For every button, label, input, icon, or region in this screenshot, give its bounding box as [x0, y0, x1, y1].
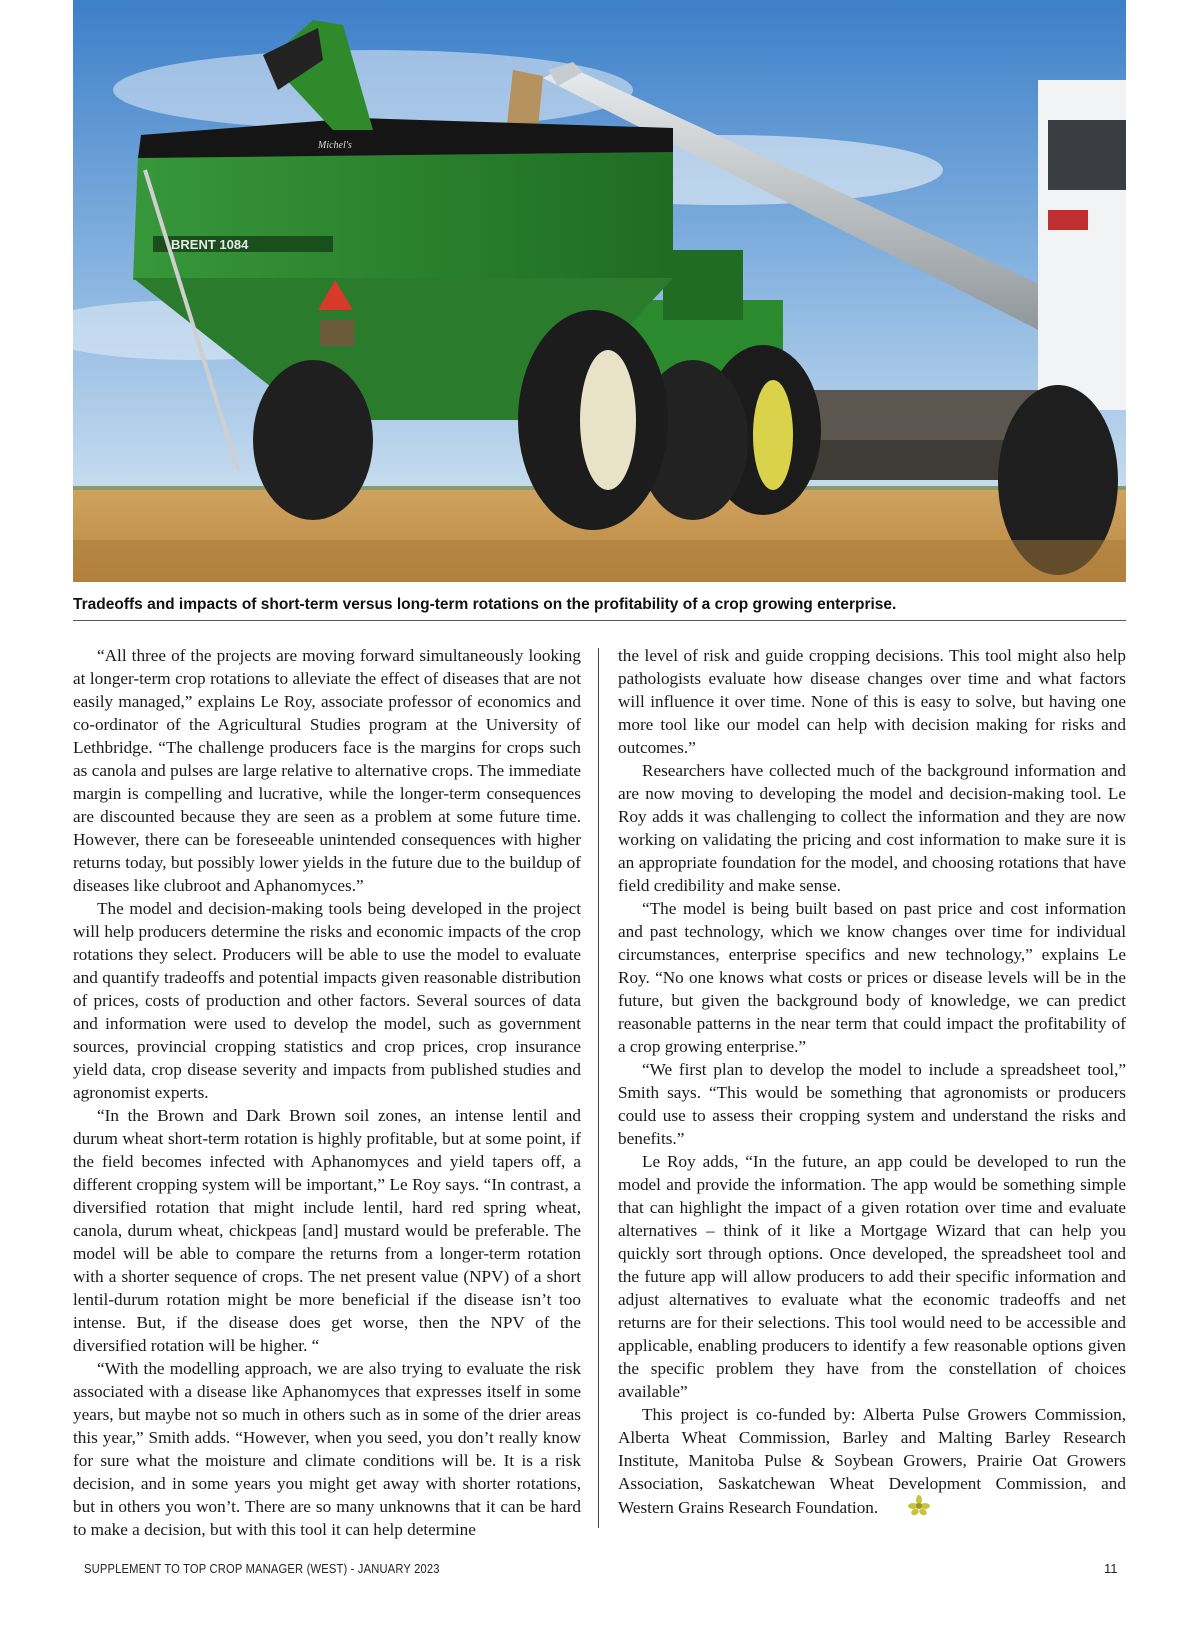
- article-right-column: [618, 644, 1126, 1523]
- paragraph: “With the modelling approach, we are also trying to evaluate the risk associated with a disease like Aphanomyces that expresses itself in some years, but maybe not so much in others such as in some of the drier areas this year,” Smith adds. “However, when you seed, you don’t really know for sure what the moisture and climate conditions will be. It is a risk decision, and in some years you might get away with shorter rotations, but in others you won’t. There are so many unknowns that it can be hard to make a decision, but with this tool it can help determine: [73, 1359, 581, 1539]
- harvest-photo: [73, 0, 1126, 582]
- paragraph: The model and decision-making tools being developed in the project will help producers determine the risks and economic impacts of the crop rotations they select. Producers will be able to use the model to evaluate and quantify tradeoffs and potential impacts given reasonable distribution of prices, costs of production and other factors. Several sources of data and information were used to develop the model, such as government sources, provincial cropping statistics and crop prices, crop insurance yield data, crop disease severity and impacts from published studies and agronomist experts.: [73, 899, 581, 1102]
- paragraph: Researchers have collected much of the background information and are now moving to developing the model and decision-making tool. Le Roy adds it was challenging to collect the information and they are now working on validating the pricing and cost information to make sure it is an appropriate foundation for the model, and choosing rotations that have field credibility and make sense.: [618, 761, 1126, 895]
- page-number: 11: [1104, 1561, 1118, 1576]
- paragraph: the level of risk and guide cropping decisions. This tool might also help pathologists evaluate how disease changes over time and what factors will influence it over time. None of this is easy to solve, but having one more tool like our model can help with decision making for risks and outcomes.”: [618, 646, 1126, 757]
- paragraph: Le Roy adds, “In the future, an app could be developed to run the model and provide the information. The app would be something simple that can highlight the impact of a given rotation over time and evaluate alternatives – think of it like a Mortgage Wizard that can help you quickly sort through options. Once developed, the spreadsheet tool and the future app will allow producers to add their specific information and adjust alternatives to evaluate what the economic tradeoffs and net returns are for their selections. This tool would need to be accessible and applicable, enabling producers to identify a few reasonable options given the specific problem they have from the constellation of choices available”: [618, 1152, 1126, 1401]
- paragraph: “We first plan to develop the model to include a spreadsheet tool,” Smith says. “This would be something that agronomists or producers could use to assess their cropping system and understand the risks and benefits.”: [618, 1060, 1126, 1148]
- last-paragraph: [618, 1403, 1126, 1523]
- photo-caption: Tradeoffs and impacts of short-term versus long-term rotations on the profitability of a crop growing enterprise.: [73, 596, 897, 613]
- paragraph: “The model is being built based on past price and cost information and past technology, which we know changes over time for individual circumstances, enterprise specifics and new technology,” explains Le Roy. “No one knows what costs or prices or disease levels will be in the future, but given the background body of knowledge, we can predict reasonable patterns in the near term that could impact the profitability of a crop growing enterprise.”: [618, 899, 1126, 1056]
- paragraph-text: This project is co-funded by: Alberta Pulse Growers Commission, Alberta Wheat Commission, Barley and Malting Barley Research Institute, Manitoba Pulse & Soybean Growers, Prairie Oat Growers Association, Saskatchewan Wheat Development Commission, and Western Grains Research Foundation.: [618, 1405, 1126, 1517]
- paragraph: “In the Brown and Dark Brown soil zones, an intense lentil and durum wheat short-term rotation is highly profitable, but at some point, if the field becomes infected with Aphanomyces and yield tapers off, a different cropping system will be important,” Le Roy says. “In contrast, a diversified rotation that might include lentil, hard red spring wheat, canola, durum wheat, chickpeas [and] mustard would be preferable. The model will be able to compare the returns from a longer-term rotation with a shorter sequence of crops. The net present value (NPV) of a short lentil-durum rotation might be more beneficial if the disease isn’t too intense. But, if the disease does get worse, then the NPV of the diversified rotation will be higher. “: [73, 1106, 581, 1355]
- grain-cart-harvest-illustration: [73, 0, 1126, 582]
- caption-rule: [73, 620, 1126, 621]
- article-left-column: [73, 644, 581, 1541]
- cart-brand-label: Michel's: [318, 140, 352, 151]
- wheat-leaf-icon: [884, 1495, 930, 1523]
- paragraph: “All three of the projects are moving forward simultaneously looking at longer-term crop rotations to alleviate the effect of diseases that are not easily managed,” explains Le Roy, associate professor of economics and co-ordinator of the Agricultural Studies program at the University of Lethbridge. “The challenge producers face is the margins for crops such as canola and pulses are large relative to alternative crops. The immediate margin is compelling and lucrative, while the longer-term consequences are discounted because they are seen as a problem at some future time. However, there can be foreseeable unintended consequences with higher returns today, but possibly lower yields in the future due to the buildup of diseases like clubroot and Aphanomyces.”: [73, 646, 581, 895]
- column-divider: [598, 648, 599, 1528]
- cart-model-label: BRENT 1084: [171, 237, 249, 252]
- footer-publication: SUPPLEMENT TO TOP CROP MANAGER (WEST) - JANUARY 2023: [84, 1561, 440, 1576]
